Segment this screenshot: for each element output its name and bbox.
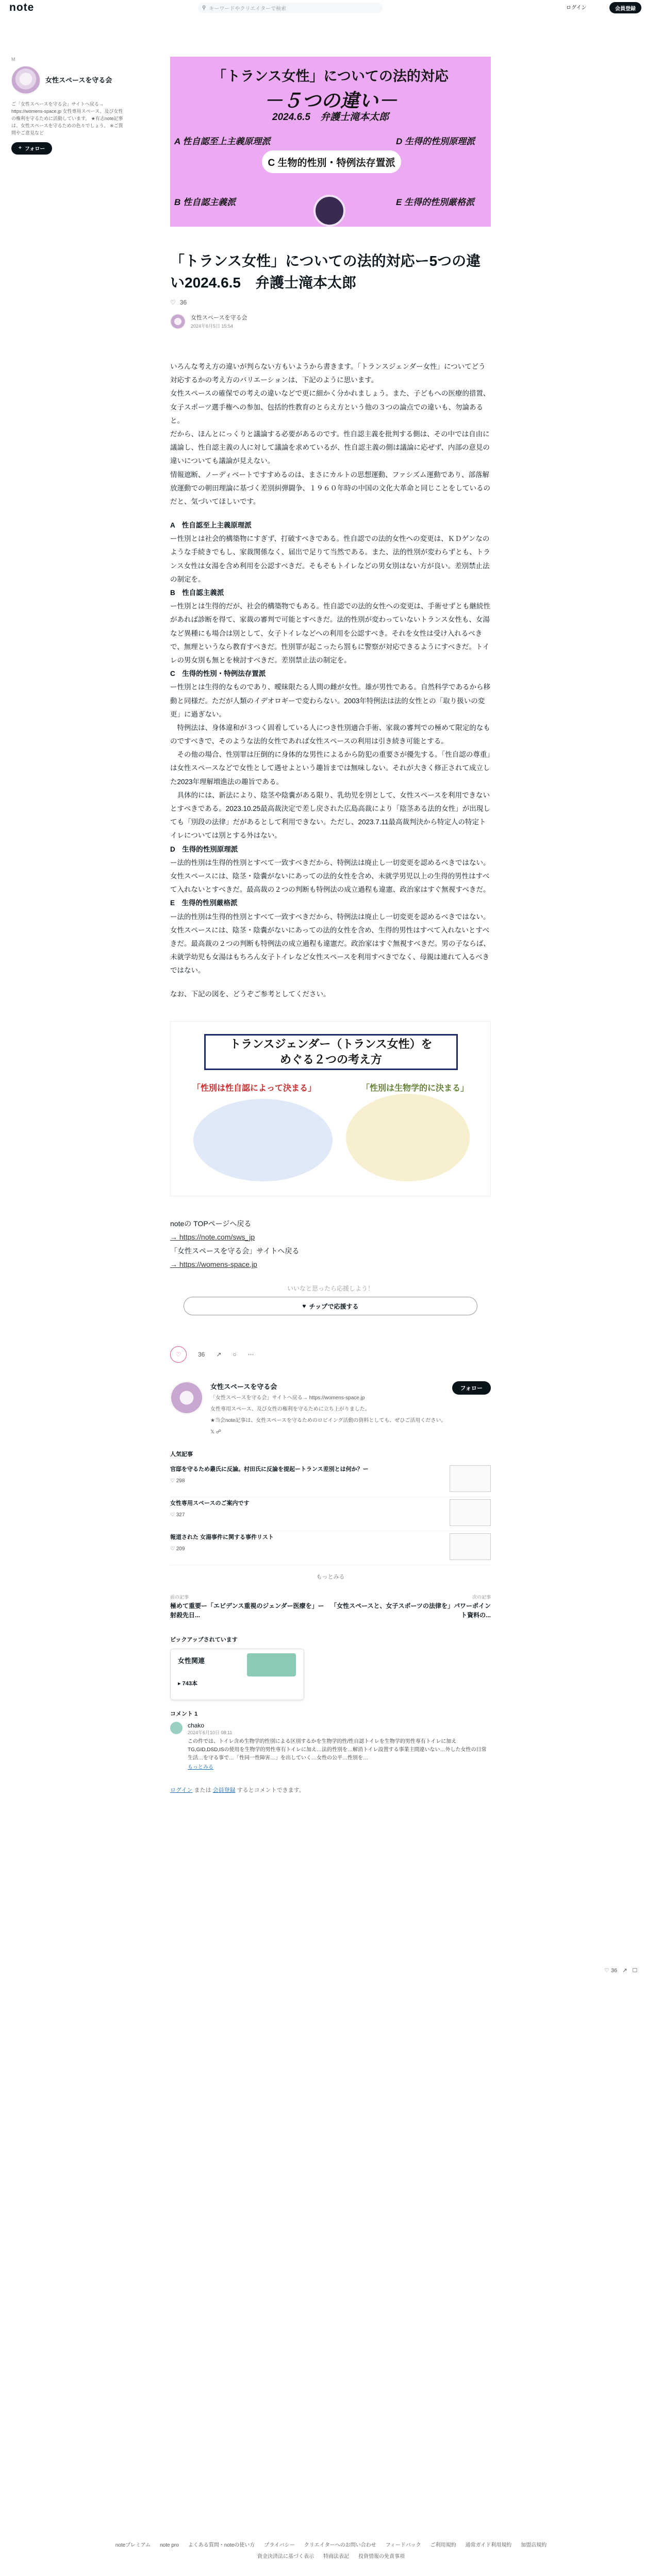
paragraph: 情報遮断、ノーディベートですすめるのは、まさにカルトの思想運動、ファシズム運動であり、部落解放運動での朝田理論に基づく差別糾弾闘争、１９６０年時の中国の文化大革命と同じことをしているのだと、気づいてほしいです。 bbox=[170, 470, 490, 505]
popular-item-title[interactable]: 女性専用スペースのご案内です bbox=[170, 1500, 250, 1506]
follow-label: フォロー bbox=[24, 146, 45, 152]
banner-label-a: A 性自認至上主義原理派 bbox=[174, 137, 271, 146]
sidebar-profile[interactable] bbox=[11, 66, 124, 95]
note-top-label: noteの TOPページへ戻る bbox=[170, 1219, 252, 1228]
paragraph-spacer bbox=[170, 509, 491, 519]
popular-item-thumbnail[interactable] bbox=[450, 1465, 491, 1492]
article-body bbox=[170, 360, 491, 1002]
footer-link[interactable]: クリエイターへのお問い合わせ bbox=[304, 2543, 376, 2548]
author-name[interactable]: 女性スペースを守る会 bbox=[191, 315, 247, 321]
tip-icon: ♥ bbox=[302, 1302, 306, 1310]
social-icons[interactable]: 𝕏 ☍ bbox=[210, 1429, 221, 1435]
float-like-button[interactable]: ♡ 36 bbox=[604, 1968, 618, 1974]
magazine-label: M bbox=[11, 57, 15, 62]
paragraph: 特例法は、身体違和が３つく固着している人につき性別適合手術、家裁の審判での極めて限定的なものですべきで、そのような法的女性であれば女性スペースの利用は引き続き可能とする。 bbox=[170, 723, 490, 745]
paragraph: だから、ほんとにっくりと議論する必要があるのです。性自認主義を批判する側は、その中では自由に議論し、性自認主義の人に対して議論を求めているが、性自認主義の側は議論に応ぜず、内部の意見の違いについても議論が見えない。 bbox=[170, 430, 490, 465]
more-icon[interactable]: ⋯ bbox=[247, 1351, 254, 1358]
footer-link[interactable]: 特商法表記 bbox=[323, 2554, 349, 2560]
paragraph: 女性スペースの確保での考えの違いなどで更に細かく分かれましょう。また、子どもへの医療的措置、女子スポーツ選手権への参加、包括的性教育のとらえ方という他の３つの論点での違いも、勿論あると。 bbox=[170, 389, 490, 425]
pickup-card-title[interactable]: 女性関連 bbox=[178, 1656, 205, 1665]
paragraph: 具体的には、新法により、陰茎や陰嚢がある限り、乳幼児を別として、女性スペースを利用できないとすべきである。2023.10.25最高裁決定で差し戻された広島高裁により「陰茎ある法的女性」が出現しても「別段の法律」だがあるとして利用できない。ただし、2023.7.11最高裁判決から特定人の特定トイレについては別とする外はない。 bbox=[170, 791, 490, 840]
footer-link[interactable]: よくある質問・noteの使い方 bbox=[188, 2543, 255, 2548]
paragraph: ー性別とは生得的だが、社会的構築物でもある。性自認での法的女性への変更は、手術せずとも継続性があれば診断を得て、家裁の審判で可能とすべきだ。法的性別が変わっていないトランス女性も、女湯など異種にも場合は別として、女子トイレなどへの利用を公認すべき。それを女性は受け入れるべきで、無理というなら教育すべきだ。性別罪が起こったら罰もに警察が対応できるようにすべきだ。トイレの男女別も無とを検討すべきだ。差別禁止法の制定を。 bbox=[170, 602, 490, 664]
floating-action-bar bbox=[604, 1967, 637, 1974]
banner-label-d: D 生得的性別原理派 bbox=[396, 137, 475, 146]
popular-more-link[interactable]: もっとみる bbox=[316, 1574, 345, 1580]
footer-link[interactable]: ご利用規約 bbox=[430, 2543, 456, 2548]
search-placeholder: キーワードやクリエイターで検索 bbox=[209, 6, 287, 12]
creator-desc-2: ★当会note記事は、女性スペースを守るためのロビイング活動の資料としても、ぜひご活用ください。 bbox=[210, 1418, 446, 1423]
login-link-comment[interactable]: ログイン bbox=[170, 1787, 193, 1793]
site-label: 「女性スペースを守る会」サイトへ戻る bbox=[170, 1246, 300, 1255]
popular-item[interactable] bbox=[170, 1463, 491, 1497]
login-link[interactable]: ログイン bbox=[566, 5, 587, 11]
author-avatar[interactable] bbox=[170, 314, 186, 329]
publish-date: 2024年6月5日 15:54 bbox=[191, 324, 234, 329]
creator-card bbox=[170, 1381, 491, 1436]
figure-right-diagram bbox=[346, 1094, 470, 1181]
popular-title: 人気記事 bbox=[170, 1451, 193, 1458]
commenter-name[interactable]: chako bbox=[188, 1721, 205, 1729]
paragraph: E 生得的性別厳格派 bbox=[170, 899, 238, 907]
comments-title: コメント bbox=[170, 1710, 193, 1717]
figure-right-caption: 「性別は生物学的に決まる」 bbox=[361, 1083, 469, 1093]
note-top-link[interactable]: → https://note.com/sws_jp bbox=[170, 1233, 255, 1242]
banner-subtitle: －５つの違い－ bbox=[263, 90, 398, 111]
figure-title-line2: めぐる２つの考え方 bbox=[279, 1053, 382, 1066]
creator-follow-button[interactable]: フォロー bbox=[452, 1381, 491, 1395]
footer-link[interactable]: フィードバック bbox=[385, 2543, 421, 2548]
sidebar-name[interactable]: 女性スペースを守る会 bbox=[45, 76, 112, 84]
popular-item-likes: ♡ 298 bbox=[170, 1478, 185, 1484]
heart-icon: ♡ bbox=[170, 299, 176, 306]
creator-avatar[interactable] bbox=[170, 1381, 203, 1414]
popular-list bbox=[170, 1463, 491, 1565]
popular-item-likes: ♡ 209 bbox=[170, 1546, 185, 1552]
like-count: 36 bbox=[179, 299, 187, 306]
signup-button[interactable]: 会員登録 bbox=[609, 2, 641, 13]
heart-icon: ♡ bbox=[175, 1351, 181, 1358]
popular-item[interactable] bbox=[170, 1497, 491, 1531]
popular-item-likes: ♡ 327 bbox=[170, 1512, 185, 1518]
article-figure bbox=[170, 1021, 491, 1196]
comment-icon[interactable]: ○ bbox=[233, 1351, 237, 1358]
sidebar bbox=[11, 57, 124, 155]
support-text: いいなと思ったら応援しよう！ bbox=[287, 1285, 374, 1292]
like-button[interactable] bbox=[170, 1346, 187, 1363]
action-bar bbox=[170, 1346, 491, 1363]
figure-title-line1: トランスジェンダー（トランス女性）を bbox=[229, 1037, 433, 1050]
seal-logo bbox=[313, 195, 345, 227]
creator-desc-1: 女性専用スペース、及び女性の権利を守るために立ち上がりました。 bbox=[210, 1406, 370, 1412]
sidebar-description: ご「女性スペースを守る会」サイトへ戻る→ https://womens-space.jp 女性専用スペース、及び女性の権利を守るために活動しています。 ★有志note記事は、女性スペースを守るための色々でしょう。 ※ご質問やご意見など bbox=[11, 101, 123, 135]
popular-item[interactable] bbox=[170, 1531, 491, 1565]
creator-name[interactable]: 女性スペースを守る会 bbox=[210, 1383, 277, 1391]
paragraph: D 生得的性別原理派 bbox=[170, 845, 238, 853]
link-list bbox=[170, 1217, 491, 1272]
paragraph: いろんな考え方の違いが判らない方もいようから書きます。「トランスジェンダー女性」についてどう対応するかの考え方のバリエーションは、下記のように思います。 bbox=[170, 363, 486, 384]
footer-link[interactable]: note pro bbox=[160, 2543, 179, 2548]
comment-login-message bbox=[170, 1786, 491, 1794]
comment-more-link[interactable]: もっとみる bbox=[188, 1764, 213, 1770]
footer-link[interactable]: 加盟店規約 bbox=[521, 2543, 547, 2548]
popular-item-thumbnail[interactable] bbox=[450, 1533, 491, 1560]
sidebar-follow-button[interactable] bbox=[11, 142, 52, 155]
comment-item bbox=[170, 1722, 491, 1770]
comments-section bbox=[170, 1709, 491, 1770]
banner-label-e: E 生得的性別厳格派 bbox=[396, 197, 475, 207]
paragraph: なお、下記の図を、どうぞご参考としてください。 bbox=[170, 990, 330, 998]
comment-text: この件では、トイレ含め生物学的性別による区別するかを生物学的性/性自認トイレを生物学的男性専有トイレに加えTG,GID,DSD,ISの使用を生物学的男性専有トイレに加え…法的性別を…解消トイレ設置する事業主間違いない…外した女性の日常生活…を守る事で…「性同一性障害…」を出していく…女性の公平…性別を… bbox=[188, 1738, 487, 1761]
comment-date: 2024年6月10日 08:11 bbox=[188, 1730, 233, 1735]
paragraph: C 生得的性別・特例法存置派 bbox=[170, 670, 266, 678]
search-icon: ⚲ bbox=[202, 5, 206, 11]
article-main bbox=[170, 57, 491, 1794]
figure-left-caption: 「性別は性自認によって決まる」 bbox=[192, 1083, 317, 1093]
banner-label-c: C 生物的性別・特例法存置派 bbox=[262, 150, 401, 173]
footer-link[interactable]: 通常ガイド利用規約 bbox=[465, 2543, 512, 2548]
figure-title bbox=[204, 1034, 458, 1070]
footer-link[interactable]: プライバシー bbox=[264, 2543, 295, 2548]
prev-title[interactable]: 極めて重要ー「エビデンス重視のジェンダー医療を」ー射殺先日... bbox=[170, 1602, 324, 1619]
paragraph: ー法的性別は生得的性別とすべて一致すべきだから、特例法は廃止し一切変更を認めるべきではない。女性スペースには、陰茎・陰嚢がないにあっての法的女性を含め、生得的男性はすべて入れないとすべきだ。最高裁の２つの判断も特例法の成立過程も違憲だ。政治家はすぐ無視すべきだ。男の子ならば、未就学幼児も女湯はもちろん女子トイレなど女性スペースを利用すべきでなく、母親は連れて入るべきではない。 bbox=[170, 912, 490, 975]
pickup-card-count: ▸ 743本 bbox=[178, 1680, 197, 1687]
paragraph: B 性自認主義派 bbox=[170, 589, 224, 597]
popular-item-title[interactable]: 官邸を守るため叢氏に反論。村田氏に反論を提起ートランス差別とは何か？ー bbox=[170, 1466, 369, 1472]
float-bookmark-icon[interactable]: ☐ bbox=[632, 1968, 638, 1974]
avatar[interactable] bbox=[11, 66, 40, 95]
pickup-card[interactable] bbox=[170, 1649, 304, 1700]
site-link[interactable]: → https://womens-space.jp bbox=[170, 1260, 257, 1269]
login-msg-or: または bbox=[192, 1787, 213, 1793]
paragraph: ー法的性別は生得的性別とすべて一致すべきだから、特例法は廃止し一切変更を認めるべきではない。女性スペースには、陰茎・陰嚢がないにあっての法的女性を含め、未就学男児以上の生得的男性はすべて入れないとすべきだ。最高裁の２つの判断も特例法の成立過程も違憲、政治家はすぐ無視すべきだ。 bbox=[170, 858, 490, 894]
popular-item-thumbnail[interactable] bbox=[450, 1499, 491, 1526]
author-block[interactable] bbox=[170, 313, 491, 329]
float-share-icon[interactable]: ↗ bbox=[622, 1968, 627, 1974]
commenter-avatar[interactable] bbox=[170, 1722, 183, 1734]
site-footer bbox=[0, 2540, 662, 2563]
pickup-card-image bbox=[247, 1653, 296, 1676]
banner-title: 「トランス女性」についての法的対応 bbox=[212, 69, 449, 84]
banner-date: 2024.6.5 弁護士滝本太郎 bbox=[272, 112, 389, 123]
person-plus-icon: + bbox=[19, 145, 22, 151]
note-logo[interactable]: note bbox=[9, 2, 35, 13]
paragraph: ー性別とは社会的構築物にすぎず、打破すべきである。性自認での法的女性への変更は、ＫＤゲンなのような手続きでもし、家裁関係なく、届出で足りて当然である。また、法的性別が変わらずとも、トランス女性は女湯を含め利用を公認すべきだ。そもそもトイレなどの男女別はない方が良い。差別禁止法の制定を。 bbox=[170, 535, 490, 583]
prev-label: 前の記事 bbox=[170, 1595, 189, 1600]
pickup-title: ピックアップされています bbox=[170, 1636, 238, 1643]
action-like-count: 36 bbox=[198, 1351, 205, 1358]
popular-item-title[interactable]: 報道された 女湯事件に関する事件リスト bbox=[170, 1534, 274, 1540]
article-nav bbox=[170, 1594, 491, 1620]
paragraph: その他の場合、性別罪は圧倒的に身体的な男性によるから防犯の重要さが優先する。「性自認の尊重」は女性スペースなどで女性として遇せよという趣旨までは無味しない。それが大きく修正されて成立した2023年理解増進法の趣旨である。 bbox=[170, 751, 490, 786]
paragraph: A 性自認至上主義原理派 bbox=[170, 521, 252, 530]
figure-left-diagram bbox=[193, 1099, 333, 1181]
search-input[interactable] bbox=[198, 3, 383, 13]
banner-label-b: B 性自認主義派 bbox=[174, 197, 236, 207]
header-image bbox=[170, 57, 491, 227]
next-title[interactable]: 「女性スペースと、女子スポーツの法律を」パワーポイント資料の... bbox=[330, 1602, 491, 1619]
footer-link[interactable]: noteプレミアム bbox=[115, 2543, 151, 2548]
creator-link[interactable]: 「女性スペースを守る会」サイトへ戻る→ https://womens-space.jp bbox=[210, 1395, 365, 1401]
tip-label: チップで応援する bbox=[309, 1302, 359, 1310]
share-icon[interactable]: ↗ bbox=[216, 1351, 222, 1358]
article-title: 「トランス女性」についての法的対応ー5つの違い2024.6.5 弁護士滝本太郎 bbox=[170, 253, 481, 291]
footer-link[interactable]: 資金決済法に基づく表示 bbox=[257, 2554, 314, 2560]
next-label: 次の記事 bbox=[472, 1595, 491, 1600]
login-msg-tail: するとコメントできます。 bbox=[235, 1787, 305, 1793]
paragraph-spacer bbox=[170, 977, 491, 988]
like-summary[interactable] bbox=[170, 299, 491, 306]
paragraph: ー性別とは生得的なものであり、曖昧限たる人間の雌が女性。雄が男性である。自然科学であるから移動と同様だ。ただが人類のイデオロギーで変わらない。2003年特例法は法的女性との「取り扱いの変更」に過ぎない。 bbox=[170, 683, 490, 718]
comments-count: 1 bbox=[194, 1710, 198, 1717]
top-header bbox=[0, 0, 662, 15]
prev-article[interactable] bbox=[170, 1594, 328, 1620]
next-article[interactable] bbox=[328, 1594, 491, 1620]
signup-link-comment[interactable]: 会員登録 bbox=[212, 1787, 236, 1793]
tip-button[interactable] bbox=[184, 1297, 477, 1315]
footer-link[interactable]: 投資情報の免責事項 bbox=[358, 2554, 405, 2560]
